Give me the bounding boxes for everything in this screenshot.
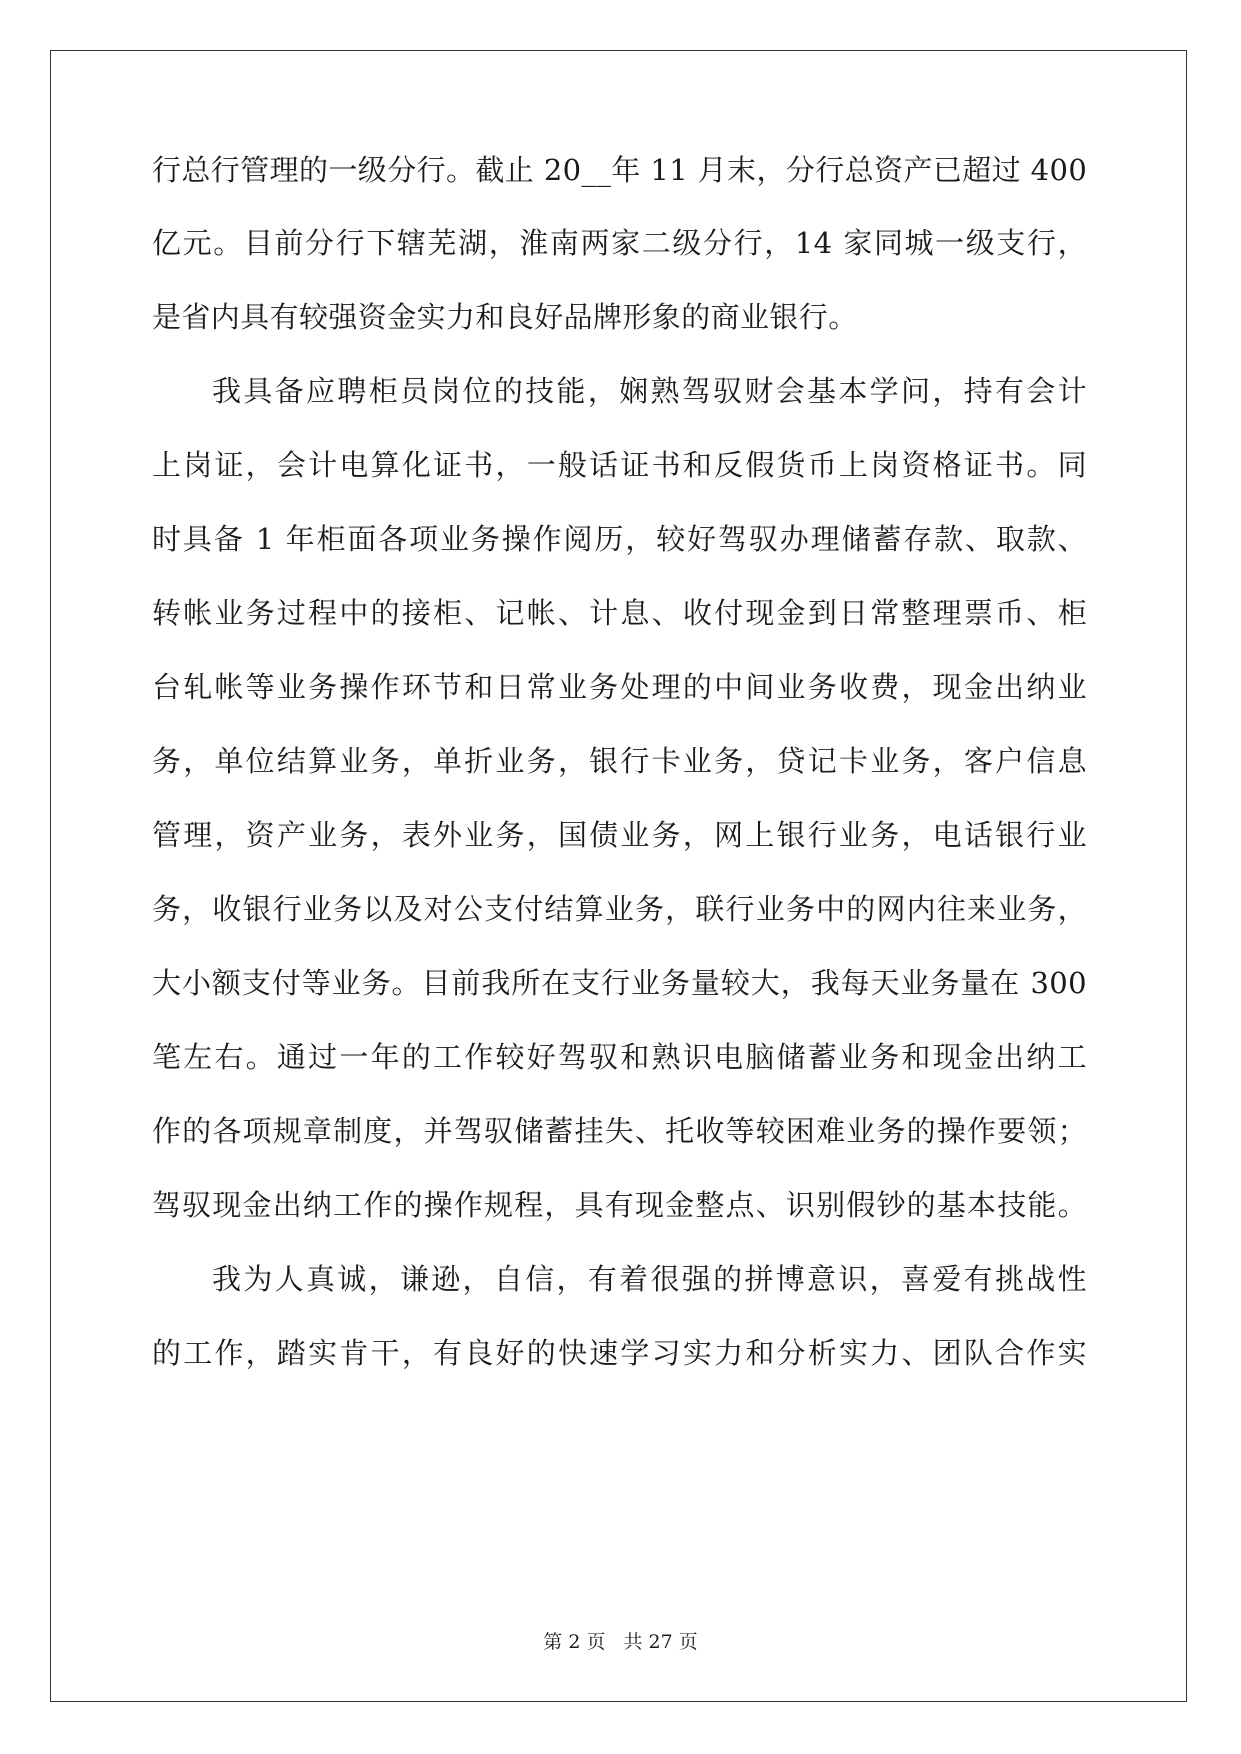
text-line: 驾驭现金出纳工作的操作规程，具有现金整点、识别假钞的基本技能。 [152, 1188, 1087, 1222]
text-line: 是省内具有较强资金实力和良好品牌形象的商业银行。 [152, 300, 858, 334]
text-line: 上岗证，会计电算化证书，一般话证书和反假货币上岗资格证书。同 [152, 448, 1087, 482]
text-line: 行总行管理的一级分行。截止 20__年 11 月末，分行总资产已超过 400 [152, 153, 1088, 187]
text-line: 作的各项规章制度，并驾驭储蓄挂失、托收等较困难业务的操作要领； [152, 1114, 1087, 1148]
text-line: 务，收银行业务以及对公支付结算业务，联行业务中的网内往来业务， [152, 892, 1087, 926]
text-line: 亿元。目前分行下辖芜湖，淮南两家二级分行，14 家同城一级支行， [152, 226, 1087, 260]
text-line: 务，单位结算业务，单折业务，银行卡业务，贷记卡业务，客户信息 [152, 744, 1087, 778]
page-number-total: 共 27 页 [623, 1631, 698, 1653]
page-footer [0, 1629, 1241, 1655]
text-line: 大小额支付等业务。目前我所在支行业务量较大，我每天业务量在 300 [152, 966, 1087, 1000]
text-line: 我为人真诚，谦逊，自信，有着很强的拼博意识，喜爱有挑战性 [212, 1262, 1087, 1296]
text-line: 管理，资产业务，表外业务，国债业务，网上银行业务，电话银行业 [152, 818, 1087, 852]
text-line: 时具备 1 年柜面各项业务操作阅历，较好驾驭办理储蓄存款、取款、 [152, 522, 1087, 556]
text-line: 笔左右。通过一年的工作较好驾驭和熟识电脑储蓄业务和现金出纳工 [152, 1040, 1087, 1074]
text-line: 台轧帐等业务操作环节和日常业务处理的中间业务收费，现金出纳业 [152, 670, 1087, 704]
text-line: 的工作，踏实肯干，有良好的快速学习实力和分析实力、团队合作实 [152, 1336, 1087, 1370]
text-line: 我具备应聘柜员岗位的技能，娴熟驾驭财会基本学问，持有会计 [212, 374, 1087, 408]
text-line: 转帐业务过程中的接柜、记帐、计息、收付现金到日常整理票币、柜 [152, 596, 1087, 630]
page-number-current: 第 2 页 [543, 1631, 606, 1653]
